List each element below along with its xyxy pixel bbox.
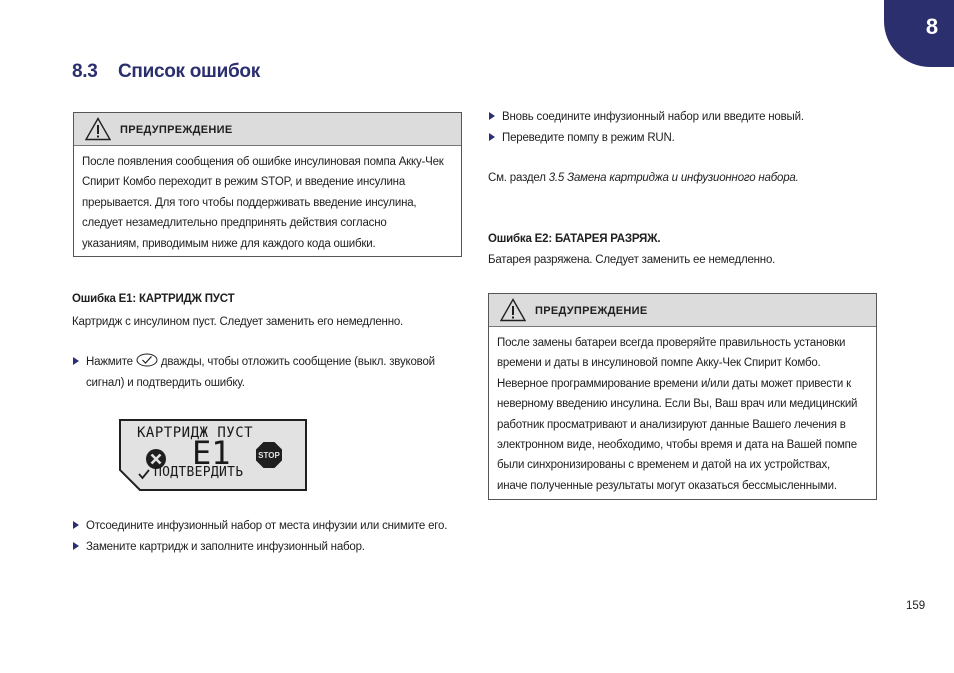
step-press-text: Нажмите [86,356,133,368]
error-e1-heading: Ошибка E1: КАРТРИДЖ ПУСТ [72,293,235,305]
error-e1-step-press [86,352,466,372]
right-step: Вновь соедините инфузионный набор или введите новый. [502,111,804,123]
warning-text [489,327,876,502]
step-press-text-continued: дважды, чтобы отложить сообщение (выкл. звуковой [160,356,435,368]
warning-box-left [73,112,462,257]
warning-title: ПРЕДУПРЕЖДЕНИЕ [535,305,648,317]
bullet-icon [489,133,495,141]
warning-line: Спирит Комбо переходит в режим STOP, и введение инсулина [82,176,406,189]
warning-line: иначе полученные результаты могут оказаться бессмысленными. [497,479,837,492]
section-number: 8.3 [72,61,98,82]
warning-line: неверному введению инсулина. Если Вы, Ваш врач или медицинский [497,398,858,411]
stop-icon [255,441,283,469]
error-e1-step: Отсоедините инфузионный набор от места инфузии или снимите его. [86,520,448,532]
stop-label: STOP [258,451,280,460]
warning-line: указаниям, приводимым ниже для каждого кода ошибки. [82,237,376,250]
see-section-reference [488,168,799,188]
warning-triangle-icon [85,117,111,141]
section-heading [72,61,260,83]
display-bottom-text: ПОДТВЕРДИТЬ [154,465,244,480]
check-button-icon [136,353,158,367]
bullet-icon [73,542,79,550]
page-number: 159 [906,600,926,612]
error-e1-description: Картридж с инсулином пуст. Следует заменить его немедленно. [72,316,404,328]
warning-line: прерывается. Для того чтобы поддерживать введение инсулина, [82,196,417,209]
warning-header [489,294,876,327]
see-ref-prefix: См. раздел [488,172,546,184]
warning-line: работник просматривают и анализируют данные Вашего лечения в [497,418,846,431]
warning-line: После появления сообщения об ошибке инсулиновая помпа Акку-Чек [82,156,444,168]
warning-header [74,113,461,146]
display-top-text: КАРТРИДЖ ПУСТ [137,425,254,441]
display-error-code: E1 [192,434,231,472]
pump-display [118,418,308,492]
warning-line: следует незамедлительно предпринять действия согласно [82,217,387,230]
warning-triangle-icon [500,298,526,322]
error-e2-description: Батарея разряжена. Следует заменить ее немедленно. [488,254,776,266]
warning-box-right [488,293,877,500]
warning-line: Неверное программирование времени и/или даты может привести к [497,377,851,390]
bullet-icon [489,112,495,120]
warning-line: электронном виде, необходимо, чтобы время и дата на Вашей помпе [497,439,857,452]
chapter-number: 8 [925,14,939,39]
warning-line: После замены батареи всегда проверяйте правильность установки [497,337,846,349]
bullet-icon [73,357,79,365]
warning-line: были синхронизированы с временем и датой на их устройствах, [497,459,831,472]
right-step: Переведите помпу в режим RUN. [502,132,675,144]
section-title: Список ошибок [118,61,260,82]
warning-text [74,146,461,260]
display-check-icon [138,468,150,480]
error-e1-step-press-line2: сигнал) и подтвердить ошибку. [86,377,245,389]
warning-title: ПРЕДУПРЕЖДЕНИЕ [120,124,233,136]
error-e1-step: Замените картридж и заполните инфузионный набор. [86,541,365,553]
bullet-icon [73,521,79,529]
warning-line: времени и даты в инсулиновой помпе Акку-Чек Спирит Комбо. [497,357,821,370]
see-ref-link: 3.5 Замена картриджа и инфузионного набора. [548,172,799,184]
error-e2-heading: Ошибка E2: БАТАРЕЯ РАЗРЯЖ. [488,233,661,245]
